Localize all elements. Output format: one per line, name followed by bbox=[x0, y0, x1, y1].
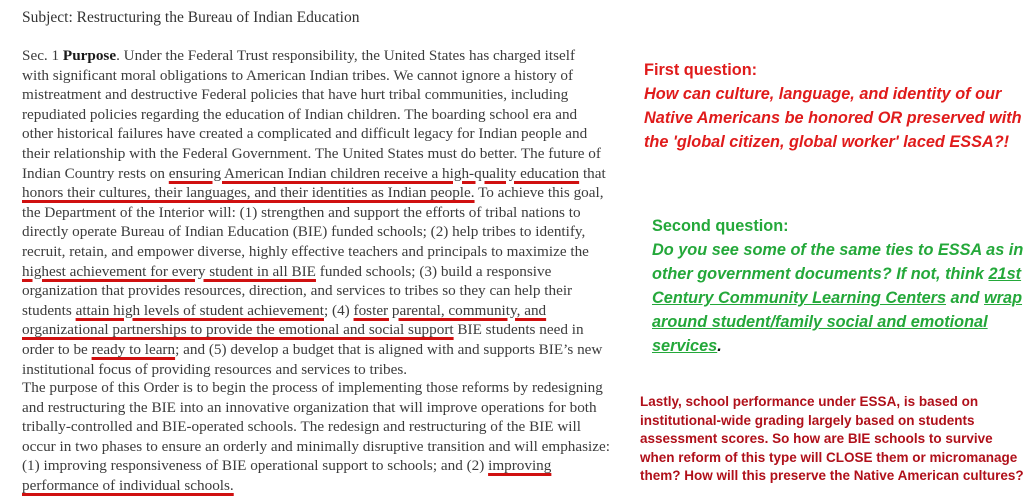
text-line bbox=[22, 222, 646, 242]
text-line bbox=[22, 85, 646, 105]
underlined-phrase: performance of individual schools. bbox=[22, 476, 234, 494]
text-segment: order to be bbox=[22, 340, 92, 358]
text-segment: ; and (5) develop a budget that is aligned with and supports BIE’s new bbox=[175, 340, 603, 358]
text-segment: mistreatment and destructive Federal policies that have hurt tribal communities, including bbox=[22, 86, 569, 104]
underlined-phrase: ensuring American Indian children receive a high-quality education bbox=[168, 164, 580, 182]
underlined-phrase: ready to learn bbox=[91, 340, 176, 358]
text-segment: recruit, retain, and empower diverse, highly effective teachers and principals to maximize the bbox=[22, 242, 589, 260]
text-segment: institutional focus of providing resources and services to tribes. bbox=[22, 360, 408, 378]
underlined-phrase: attain high levels of student achievement bbox=[75, 301, 324, 319]
text-segment: that bbox=[579, 164, 606, 182]
text-segment: directly operate Bureau of Indian Education (BIE) funded schools; (2) help tribes to identify, bbox=[22, 223, 586, 241]
text-line bbox=[22, 320, 646, 340]
first-question-text: How can culture, language, and identity of our Native Americans be honored OR preserved with the 'global citizen, global worker' laced ESSA?! bbox=[644, 85, 1022, 151]
text-segment: with significant moral obligations to American Indian tribes. We cannot ignore a history of bbox=[22, 66, 574, 84]
section-label: Sec. 1 bbox=[22, 47, 63, 64]
second-question-text bbox=[652, 238, 1030, 358]
text-line bbox=[22, 340, 646, 360]
text-line bbox=[22, 398, 646, 418]
text-line bbox=[22, 124, 646, 144]
text-line bbox=[22, 281, 646, 301]
subject-line: Subject: Restructuring the Bureau of Indian Education bbox=[22, 9, 360, 26]
closing-question-note: Lastly, school performance under ESSA, is based on institutional-wide grading largely based on students assessment scores. So how are BIE schools to survive when reform of this type will CLOSE them or micromanage them? How will this preserve the Native American cultures? bbox=[640, 394, 1024, 484]
text-segment: occur in two phases to ensure an orderly and minimally disruptive transition and will emphasize: bbox=[22, 437, 610, 455]
text-segment: The purpose of this Order is to begin the process of implementing those reforms by redesigning bbox=[22, 379, 603, 396]
text-segment: students bbox=[22, 301, 76, 319]
second-question-period: . bbox=[717, 337, 722, 355]
second-question-heading: Second question: bbox=[652, 217, 789, 235]
text-line bbox=[22, 164, 646, 184]
text-line bbox=[22, 242, 646, 262]
underlined-phrase: highest achievement for every student in all BIE bbox=[22, 262, 316, 280]
text-segment: tribally-controlled and BIE-operated schools. The redesign and restructuring of the BIE will bbox=[22, 418, 581, 436]
text-line bbox=[22, 66, 646, 86]
text-segment: Indian Country rests on bbox=[22, 164, 169, 182]
text-segment: and restructuring the BIE into an innovative organization that will improve operations for both bbox=[22, 398, 597, 416]
text-segment: To achieve this goal, bbox=[474, 184, 604, 202]
order-purpose-paragraph bbox=[22, 378, 646, 496]
text-line bbox=[22, 301, 646, 321]
text-segment: their relationship with the Federal Government. The United States must do better. The future of bbox=[22, 144, 601, 162]
text-line bbox=[22, 437, 646, 457]
second-question-text-b: and bbox=[946, 289, 985, 307]
text-line bbox=[22, 378, 646, 398]
21st-century-link[interactable]: 21st Century Community Learning Centers bbox=[652, 265, 1022, 307]
text-segment: ; (4) bbox=[324, 301, 354, 319]
text-segment: . Under the Federal Trust responsibility, the United States has charged itself bbox=[116, 47, 576, 64]
text-segment: the Department of the Interior will: (1) strengthen and support the efforts of tribal nations to bbox=[22, 203, 581, 221]
text-line bbox=[22, 203, 646, 223]
text-line bbox=[22, 105, 646, 125]
text-line bbox=[22, 360, 646, 380]
underlined-phrase: foster parental, community, and bbox=[353, 301, 547, 319]
text-line bbox=[22, 417, 646, 437]
text-line bbox=[22, 46, 646, 66]
text-segment: repudiated policies regarding the education of Indian children. The boarding school era and bbox=[22, 105, 578, 123]
text-segment: other historical failures have created a complicated and difficult legacy for Indian people and bbox=[22, 125, 588, 143]
purpose-heading: Purpose bbox=[62, 47, 117, 64]
text-segment: (1) improving responsiveness of BIE operational support to schools; and (2) bbox=[22, 457, 489, 475]
text-line bbox=[22, 183, 646, 203]
text-segment: funded schools; (3) build a responsive bbox=[315, 262, 552, 280]
second-question-text-a: Do you see some of the same ties to ESSA as in other government documents? If not, think bbox=[652, 241, 1024, 283]
wrap-around-services-link[interactable]: wrap around student/family social and emotional services bbox=[652, 289, 1023, 355]
text-segment: BIE students need in bbox=[453, 321, 584, 339]
first-question-note bbox=[644, 58, 1029, 154]
text-segment: organization that provides resources, direction, and services to tribes so they can help their bbox=[22, 282, 573, 300]
text-line bbox=[22, 144, 646, 164]
section-1-paragraph bbox=[22, 46, 646, 379]
second-question-note bbox=[652, 214, 1030, 358]
text-line bbox=[22, 456, 646, 476]
underlined-phrase: honors their cultures, their languages, and their identities as Indian people. bbox=[22, 184, 475, 202]
underlined-phrase: organizational partnerships to provide the emotional and social support bbox=[22, 321, 454, 339]
underlined-phrase: improving bbox=[488, 457, 552, 475]
first-question-heading: First question: bbox=[644, 61, 758, 79]
text-line bbox=[22, 476, 646, 496]
text-line bbox=[22, 262, 646, 282]
